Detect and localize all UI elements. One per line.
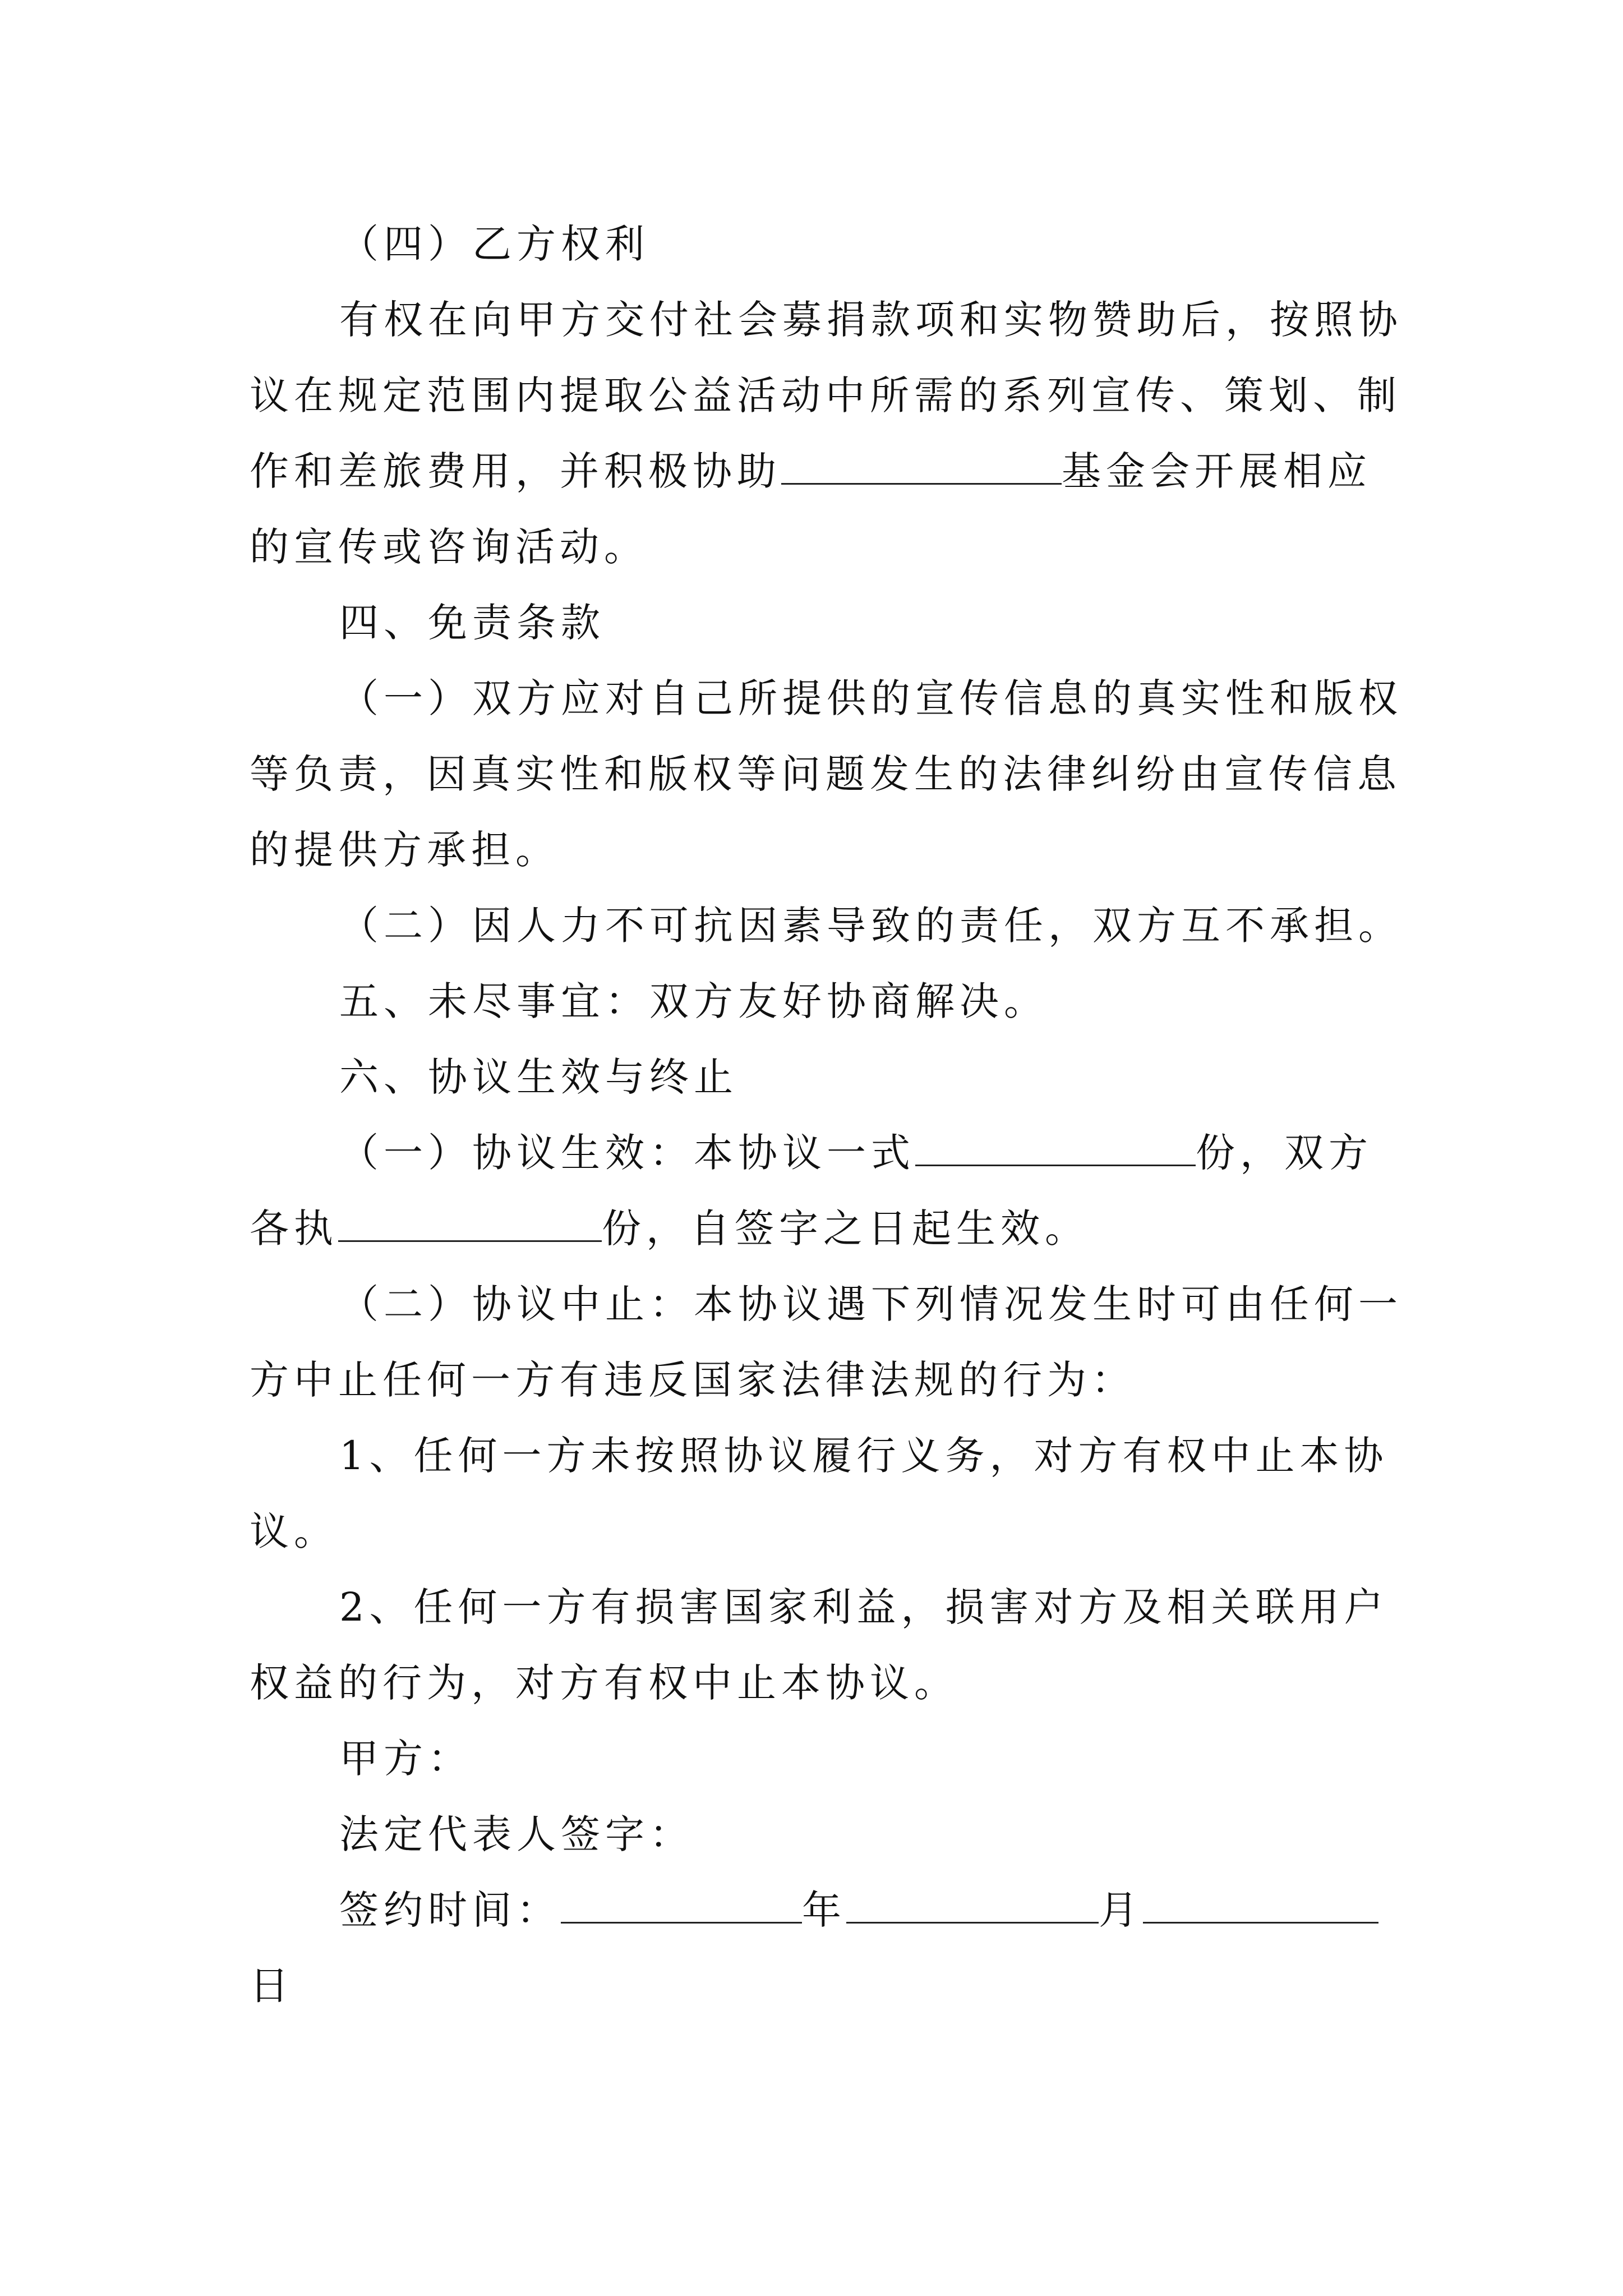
paragraph-line: 1、任何一方未按照协议履行义务，对方有权中止本协 xyxy=(339,1433,1389,1479)
paragraph-line: 等负责，因真实性和版权等问题发生的法律纠纷由宣传信息 xyxy=(250,751,1401,797)
paragraph-line: 的提供方承担。 xyxy=(250,827,560,873)
paragraph-line: 权益的行为，对方有权中止本协议。 xyxy=(250,1660,958,1706)
month-blank xyxy=(846,1890,1099,1924)
signing-date-day: 日 xyxy=(250,1963,294,2009)
paragraph-line: 议。 xyxy=(250,1508,338,1554)
section-heading: 五、未尽事宜：双方友好协商解决。 xyxy=(339,978,1048,1024)
year-blank xyxy=(561,1890,802,1924)
paragraph-line: 2、任何一方有损害国家利益，损害对方及相关联用户 xyxy=(339,1584,1389,1630)
paragraph-line: 各执 份，自签字之日起生效。 xyxy=(250,1205,1089,1251)
paragraph-line: 的宣传或咨询活动。 xyxy=(250,524,648,570)
subsection-heading: （四）乙方权利 xyxy=(339,221,649,267)
paragraph-line: 有权在向甲方交付社会募捐款项和实物赞助后，按照协 xyxy=(339,297,1403,343)
paragraph-line: （二）因人力不可抗因素导致的责任，双方互不承担。 xyxy=(339,903,1403,949)
paragraph-line: （一）协议生效：本协议一式 份，双方 xyxy=(339,1130,1373,1176)
section-heading: 六、协议生效与终止 xyxy=(339,1054,738,1100)
blank-field xyxy=(338,1209,602,1242)
day-blank xyxy=(1143,1890,1378,1924)
blank-field xyxy=(781,452,1062,485)
paragraph-line: 作和差旅费用，并积极协助 基金会开展相应 xyxy=(250,448,1372,494)
paragraph-line: 议在规定范围内提取公益活动中所需的系列宣传、策划、制 xyxy=(250,372,1401,418)
party-a-label: 甲方： xyxy=(339,1736,472,1782)
paragraph-line: 方中止任何一方有违反国家法律法规的行为： xyxy=(250,1357,1136,1403)
signing-date-line: 签约时间： 年 月 xyxy=(0,1879,1623,1941)
paragraph-line: （二）协议中止：本协议遇下列情况发生时可由任何一 xyxy=(339,1281,1403,1327)
blank-field xyxy=(915,1133,1196,1166)
representative-signature-label: 法定代表人签字： xyxy=(339,1811,694,1857)
paragraph-line: （一）双方应对自己所提供的宣传信息的真实性和版权 xyxy=(339,675,1403,721)
section-heading: 四、免责条款 xyxy=(339,600,605,646)
